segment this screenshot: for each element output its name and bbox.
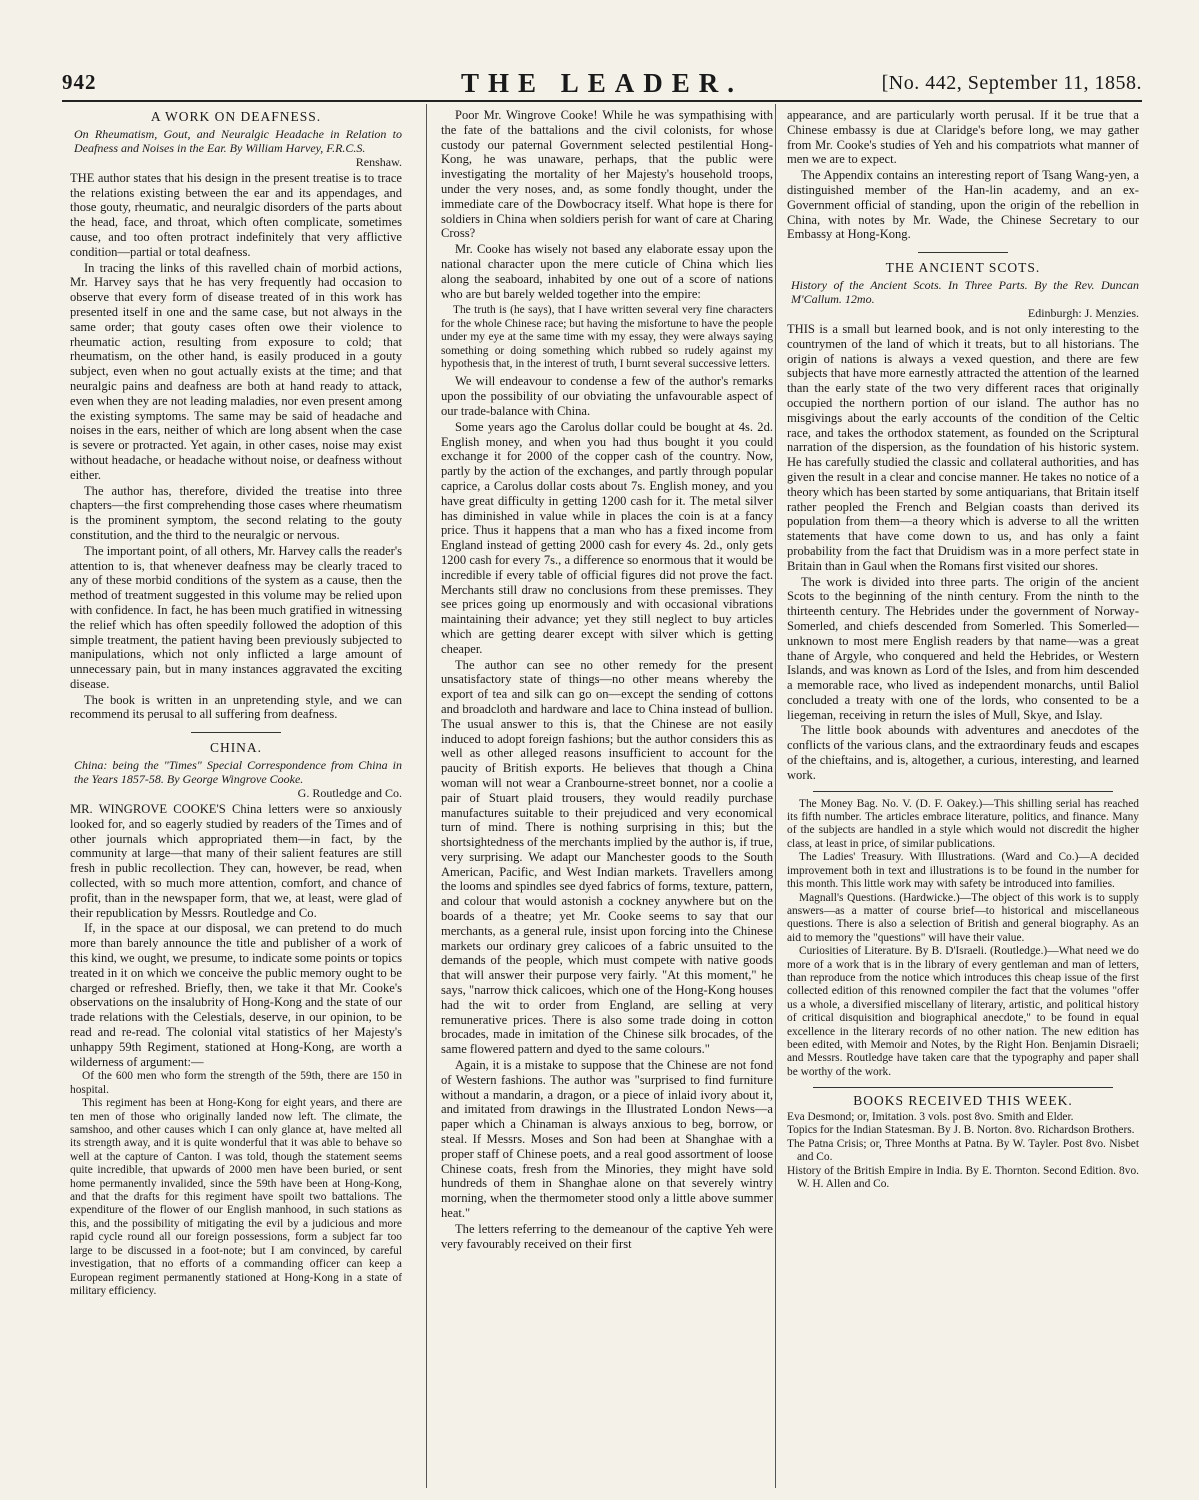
deafness-publisher: Renshaw. xyxy=(355,154,402,169)
deafness-bib-title: On Rheumatism, Gout, and Neuralgic Headache in Relation to Deafness and Noises in the Ear. By William Harvey, F.R.C.S. xyxy=(74,126,402,155)
masthead-title: THE LEADER. xyxy=(460,68,744,98)
notice-item: The Money Bag. No. V. (D. F. Oakey.)—This shilling serial has reached its fifth number. The articles embrace literature, politics, and finance. Many of the subjects are handled in a style which would not discredit the higher class, at least in price, of similar publications. xyxy=(787,797,1139,850)
china-paragraph: appearance, and are particularly worth perusal. If it be true that a Chinese embassy is due at Claridge's before long, we may gather from Mr. Cooke's studies of Yeh and his compatriots what manner of men we are to expect. xyxy=(787,108,1139,167)
deafness-paragraph: The important point, of all others, Mr. Harvey calls the reader's attention to is, that whenever deafness may be clearly traced to any of these morbid conditions of the system as a cause, then the method of treatment suggested in this volume may be relied upon with confidence. In fact, he has been much gratified in witnessing the relief which has often speedily followed the adoption of this simple treatment, the patient having been previously subjected to manipulations, which not only inflicted a large amount of unnecessary pain, but in many instances aggravated the exciting disease. xyxy=(70,543,402,691)
page-number: 942 xyxy=(62,70,97,94)
column-divider xyxy=(426,104,427,1488)
china-paragraph: The Appendix contains an interesting report of Tsang Wang-yen, a distinguished member of the Han-lin academy, and an ex-Government official of standing, upon the origin of the rebellion in China, with notes by Mr. Wade, the Chinese Secretary to our Embassy at Hong-Kong. xyxy=(787,168,1139,242)
china-paragraph: If, in the space at our disposal, we can pretend to do much more than barely announce the title and publisher of a work of this kind, we ought, we presume, to indicate some points or topics treated in it on which we conceive the public memory ought to be charged or refreshed. Briefly, then, we take it that Mr. Cooke's observations on the insalubrity of Hong-Kong and the state of our trade relations with the Celestials, deserve, in our opinion, to be read and re-read. The colonial vital statistics of her Majesty's unhappy 59th Regiment, stationed at Hong-Kong, are worth a wilderness of argument:— xyxy=(70,921,402,1069)
scots-heading: THE ANCIENT SCOTS. xyxy=(885,260,1041,276)
china-paragraph: The letters referring to the demeanour of the captive Yeh were very favourably received on their first xyxy=(441,1221,773,1251)
scots-publisher: Edinburgh: J. Menzies. xyxy=(1027,305,1139,320)
china-paragraph: Some years ago the Carolus dollar could be bought at 4s. 2d. English money, and when you had thus bought it you could exchange it for 2000 of the copper cash of the country. Now, partly by the action of the exchanges, and partly through popular caprice, a Carolus dollar costs about 7s. English money, and you have great difficulty in getting 1200 cash for it. The metal silver has diminished in value while in places the coin is at a fancy price. Thus it happens that a man who has a fixed income from England instead of getting 2000 cash for every 4s. 2d., only gets 1200 cash for every 7s., a difference so enormous that it would be incredible if every table of official figures did not prove the fact. Merchants still draw no conclusions from these premisses. They see prices going up enormously and with occasional vibrations maintaining their advance; yet they still neglect to buy articles which are getting dearer except with silver which is getting cheaper. xyxy=(441,419,773,656)
section-rule xyxy=(813,1087,1113,1088)
deafness-paragraph: THE author states that his design in the present treatise is to trace the relations existing between the ear and its appendages, and those gouty, rheumatic, and neuralgic disorders of the parts about the head, face, and throat, which often complicate, sometimes cause, and too often protract indefinitely that very afflictive condition—partial or total deafness. xyxy=(70,170,402,259)
column-1 xyxy=(70,108,402,1490)
china-heading: CHINA. xyxy=(209,740,263,756)
section-rule xyxy=(191,732,281,733)
china-publisher: G. Routledge and Co. xyxy=(297,786,402,801)
china-paragraph: We will endeavour to condense a few of the author's remarks upon the possibility of our obviating the unfavourable aspect of our trade-balance with China. xyxy=(441,374,773,418)
china-paragraph: Poor Mr. Wingrove Cooke! While he was sympathising with the fate of the battalions and the civil colonists, for whose custody our paternal Government selected pestilential Hong-Kong, he was unaware, perhaps, that the public were investigating the mortality of her Majesty's household troops, under the very noses, and, as some fondly thought, under the immediate care of the Dowbocracy itself. What hope is there for soldiers in China when soldiers perish for want of care at Charing Cross? xyxy=(441,108,773,241)
deafness-bibliography xyxy=(70,127,402,169)
notice-item: Curiosities of Literature. By B. D'Israeli. (Routledge.)—What need we do more of a work that is in the library of every gentleman and man of letters, than reproduce from the notice which introduces this cheap issue of the first collected edition of this renowned compiler the fact that the volumes "offer us a whole, a diversified miscellany of literary, artistic, and political history of critical disquisition and biographical anecdote," to be found in equal excellence in the literary records of no other nation. The new edition has been edited, with Memoir and Notes, by the Right Hon. Benjamin Disraeli; and Messrs. Routledge have taken care that the typography and paper shall be worthy of the work. xyxy=(787,945,1139,1078)
book-item: Eva Desmond; or, Imitation. 3 vols. post 8vo. Smith and Elder. xyxy=(787,1111,1074,1123)
deafness-paragraph: The book is written in an unpretending style, and we can recommend its perusal to all suffering from deafness. xyxy=(70,692,402,722)
china-paragraph: MR. WINGROVE COOKE'S China letters were so anxiously looked for, and so eagerly studied by readers of the Times and of other journals which appropriated them—in fact, by the community at large—that many of their salient features are still fresh in public recollection. They can, however, be read, when collected, with so much more attention, comfort, and chance of profit, than in the newspaper form, that we, at least, were glad of their republication by Messrs. Routledge and Co. xyxy=(70,802,402,920)
section-rule xyxy=(813,791,1113,792)
deafness-paragraph: In tracing the links of this ravelled chain of morbid actions, Mr. Harvey says that he has very frequently had occasion to observe that every form of disease treated of in this work has presented itself in one and the same case, but not always in the same order; that gouty cases often owe their violence to rheumatic action, resulting from exposure to cold; that rheumatism, on the other hand, is easily produced in a gouty subject, even when no gout actually exists at the time; and that neuralgic pains and deafness are both at hand ready to attack, even when they are not leading maladies, nor even present among the existing symptoms. The same may be said of headache and noises in the ears, neither of which are long absent when the case is severe or protracted. Yet again, in other cases, noise may exist without headache, or headache without noise, or deafness without either. xyxy=(70,260,402,482)
china-quote: This regiment has been at Hong-Kong for eight years, and there are ten men of those who originally landed now left. The climate, the samshoo, and other causes which I can only glance at, have melted all its strength away, and it is quite wonderful that it was able to behave so well at the capture of Canton. I was told, though the statement seems quite incredible, that upwards of 2000 men have been buried, or sent home permanently invalided, since the 59th have been at Hong-Kong, and that the drafts for this regiment have spoilt two battalions. The expenditure of the flower of our English manhood, in such stations as this, and the possibility of mitigating the evil by a judicious and more rapid cycle round all our foreign possessions, form a subject far too large to be discussed in a foot-note; but I am convinced, by careful investigation, that no efforts of a commanding officer can keep a European regiment permanently stationed at Hong-Kong in a state of military efficiency. xyxy=(70,1097,402,1297)
china-bibliography xyxy=(70,758,402,800)
scots-paragraph: The work is divided into three parts. The origin of the ancient Scots to the beginning of the ninth century. From the ninth to the thirteenth century. The Hebrides under the government of Norway-Somerled, and chiefs descended from Somerled. This Somerled—unknown to most mere English readers by that name—was a great thane of Argyle, who conquered and held the Hebrides, or Western Islands, and was known as Lord of the Isles, and from him descended a memorable race, who lived as independent monarchs, until Baliol concluded a treaty with one of the lords, who consented to be a liegeman, receiving in return the isles of Mull, Skye, and Islay. xyxy=(787,574,1139,722)
column-3 xyxy=(787,108,1139,1490)
scots-bibliography xyxy=(787,278,1139,320)
section-rule xyxy=(918,252,1008,253)
deafness-paragraph: The author has, therefore, divided the treatise into three chapters—the first comprehending those cases where rheumatism is the prominent symptom, the second relating to the gouty constitution, and the third to the neuralgic or nervous. xyxy=(70,483,402,542)
deafness-heading: A WORK ON DEAFNESS. xyxy=(150,109,322,124)
china-quote: Of the 600 men who form the strength of the 59th, there are 150 in hospital. xyxy=(70,1070,402,1096)
scots-bib-title: History of the Ancient Scots. In Three Parts. By the Rev. Duncan M'Callum. 12mo. xyxy=(791,277,1139,306)
books-heading: BOOKS RECEIVED THIS WEEK. xyxy=(853,1093,1073,1109)
book-item: Topics for the Indian Statesman. By J. B. Norton. 8vo. Richardson Brothers. xyxy=(787,1124,1135,1137)
china-paragraph: Again, it is a mistake to suppose that the Chinese are not fond of Western fashions. The author was "surprised to find furniture without a mandarin, a dragon, or a piece of inlaid ivory about it, and imitated from drawings in the Illustrated London News—a paper which a Chinaman is always anxious to beg, borrow, or steal. If Messrs. Moses and Son had been at Shanghae with a proper staff of Chinese poets, and a real good assortment of loose Chinese coats, fresh from the Minories, they might have sold hundreds of them in Shanghae alone on that severely wintry morning, when the thermometer stood only a little above summer heat." xyxy=(441,1058,773,1221)
issue-date: [No. 442, September 11, 1858. xyxy=(881,72,1142,94)
column-2 xyxy=(441,108,773,1490)
china-paragraph: The author can see no other remedy for the present unsatisfactory state of things—no other means whereby the export of tea and silk can go on—except the sending of cottons and broadcloth and hardware and lace to China instead of bullion. The usual answer to this is, that the Chinese are not easily induced to adopt foreign fashions; but the author considers this as well as other alleged reasons insufficient to account for the paucity of British exports. He believes that though a China woman will not wear a Cranbourne-street bonnet, nor a coolie a pair of Stuart plaid trousers, they would readily purchase manufactures suitable to their prejudiced and very economical turn of mind. There is nothing surprising in this; but the shortsightedness of the merchants implied by the author is, if true, very surprising. We adapt our Manchester goods to the South American, Pacific, and West Indian markets. Travellers among the looms and spindles see dyed fabrics of forms, texture, pattern, and colour that would astonish a cockney anywhere but on the boards of a theatre; yet Mr. Cooke seems to say that our merchants, as a general rule, insist upon forcing into the Chinese markets our ordinary grey calicoes of a fabric unsuited to the demands of the people, which must compete with native goods that will answer their purpose very fairly. "At this moment," he says, "narrow thick calicoes, which one of the Hong-Kong houses had the wit to order from England, are selling at very remunerative prices. There is also some trade doing in cotton brocades, made in imitation of the Chinese silk brocades, of the same flowered pattern and dyed to the same colours." xyxy=(441,657,773,1057)
scots-paragraph: The little book abounds with adventures and anecdotes of the conflicts of the various clans, and the extraordinary feuds and escapes of the chieftains, and is, altogether, a curious, interesting, and learned work. xyxy=(787,723,1139,782)
scots-paragraph: THIS is a small but learned book, and is not only interesting to the countrymen of the land of which it treats, but to all historians. The origin of nations is always a vexed question, and there are few subjects that have more earnestly attracted the attention of the learned than the early state of the two very different races that originally occupied the northern portion of our island. The author has no misgivings about the early accounts of the condition of the Celtic race, and takes the orthodox statement, as founded on the Scriptural narration of the dispersion, as the foundation of his historic system. He has carefully studied the classic and collateral authorities, and has given the result in a clear and concise manner. He takes no notice of a theory which has been started by some antiquarians, that Britain itself rather peopled the French and Belgian coasts than derived its population from them—a theory which is adverse to all the written statements that have come down to us, and has only a faint probability from the fact that Druidism was in a more perfect state in Britain than in Gaul when the Romans first visited our shores. xyxy=(787,321,1139,573)
china-quote: The truth is (he says), that I have written several very fine characters for the whole Chinese race; but having the misfortune to have the people under my eye at the same time with my essay, they were always saying something or doing something which rubbed so rudely against my hypothesis that, in the interest of truth, I burnt several successive letters. xyxy=(441,304,773,370)
notice-item: The Ladies' Treasury. With Illustrations. (Ward and Co.)—A decided improvement both in text and illustrations is to be found in the number for this month. This little work may with safety be introduced into families. xyxy=(787,851,1139,891)
china-bib-title: China: being the "Times" Special Correspondence from China in the Years 1857-58. By George Wingrove Cooke. xyxy=(74,758,402,787)
page-header xyxy=(62,70,1142,102)
china-paragraph: Mr. Cooke has wisely not based any elaborate essay upon the national character upon the mere cuticle of China which lies along the seaboard, inhabited by one out of a score of nations who are but barely welded together into the empire: xyxy=(441,242,773,301)
notice-item: Magnall's Questions. (Hardwicke.)—The object of this work is to supply answers—as a matter of course brief—to historical and miscellaneous questions. There is also a selection of British and general biography. As an aid to memory the "questions" will have their value. xyxy=(787,891,1139,944)
book-item: History of the British Empire in India. By E. Thornton. Second Edition. 8vo. W. H. Allen and Co. xyxy=(787,1164,1139,1191)
column-divider xyxy=(775,104,776,1488)
book-item: The Patna Crisis; or, Three Months at Patna. By W. Tayler. Post 8vo. Nisbet and Co. xyxy=(787,1137,1139,1164)
